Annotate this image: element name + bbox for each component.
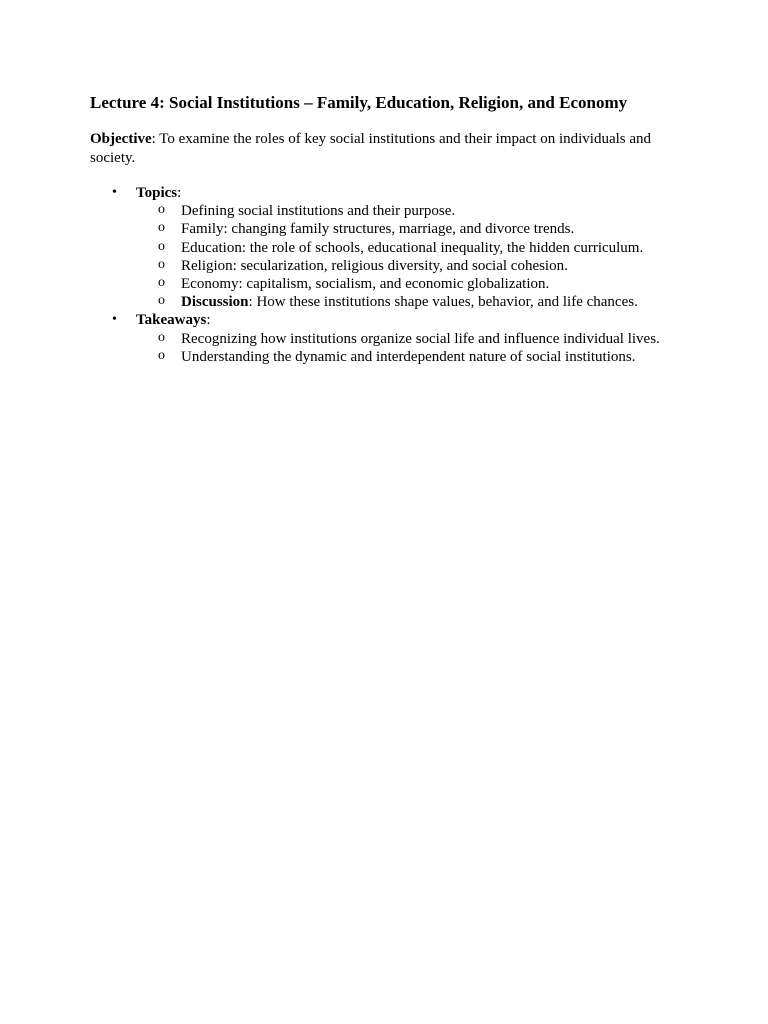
item-text: Recognizing how institutions organize social life and influence individual lives.: [181, 330, 660, 347]
item-text: Religion: secularization, religious diversity, and social cohesion.: [181, 257, 568, 274]
item-text: Education: the role of schools, educational inequality, the hidden curriculum.: [181, 239, 644, 256]
sub-bullet-icon: o: [158, 220, 165, 236]
sub-bullet-icon: o: [158, 256, 165, 272]
sub-bullet-icon: o: [158, 329, 165, 345]
bullet-icon: •: [112, 312, 117, 328]
item-text: : How these institutions shape values, behavior, and life chances.: [248, 294, 638, 311]
lecture-title: Lecture 4: Social Institutions – Family, Education, Religion, and Economy: [90, 93, 628, 112]
list-item: [136, 293, 730, 311]
section-suffix: :: [177, 185, 182, 201]
section-label: Takeaways: [136, 312, 207, 329]
list-item: [136, 257, 730, 275]
item-text: Understanding the dynamic and interdependent nature of social institutions.: [181, 348, 636, 365]
item-bold: Discussion: [181, 294, 249, 311]
section-suffix: :: [206, 312, 211, 329]
objective-label: Objective: [90, 131, 152, 147]
section-label: Topics: [136, 185, 178, 201]
list-item: [136, 239, 730, 257]
list-item: [136, 275, 730, 293]
item-text: Defining social institutions and their purpose.: [181, 203, 456, 220]
list-item: [136, 220, 730, 238]
objective-paragraph: [90, 130, 680, 167]
sub-bullet-icon: o: [158, 202, 165, 218]
section-takeaways: [90, 311, 730, 366]
outline-list: [90, 184, 730, 366]
list-item: [136, 330, 730, 348]
bullet-icon: •: [112, 185, 117, 200]
item-text: Economy: capitalism, socialism, and economic globalization.: [181, 276, 550, 293]
section-topics: [90, 184, 730, 311]
item-text: Family: changing family structures, marriage, and divorce trends.: [181, 221, 575, 238]
objective-text: : To examine the roles of key social institutions and their impact on individuals and society.: [90, 131, 652, 166]
topics-sublist: [136, 202, 730, 311]
sub-bullet-icon: o: [158, 293, 165, 309]
sub-bullet-icon: o: [158, 275, 165, 291]
list-item: [136, 348, 730, 366]
list-item: [136, 202, 730, 220]
takeaways-sublist: [136, 330, 730, 366]
sub-bullet-icon: o: [158, 238, 165, 254]
sub-bullet-icon: o: [158, 347, 165, 363]
